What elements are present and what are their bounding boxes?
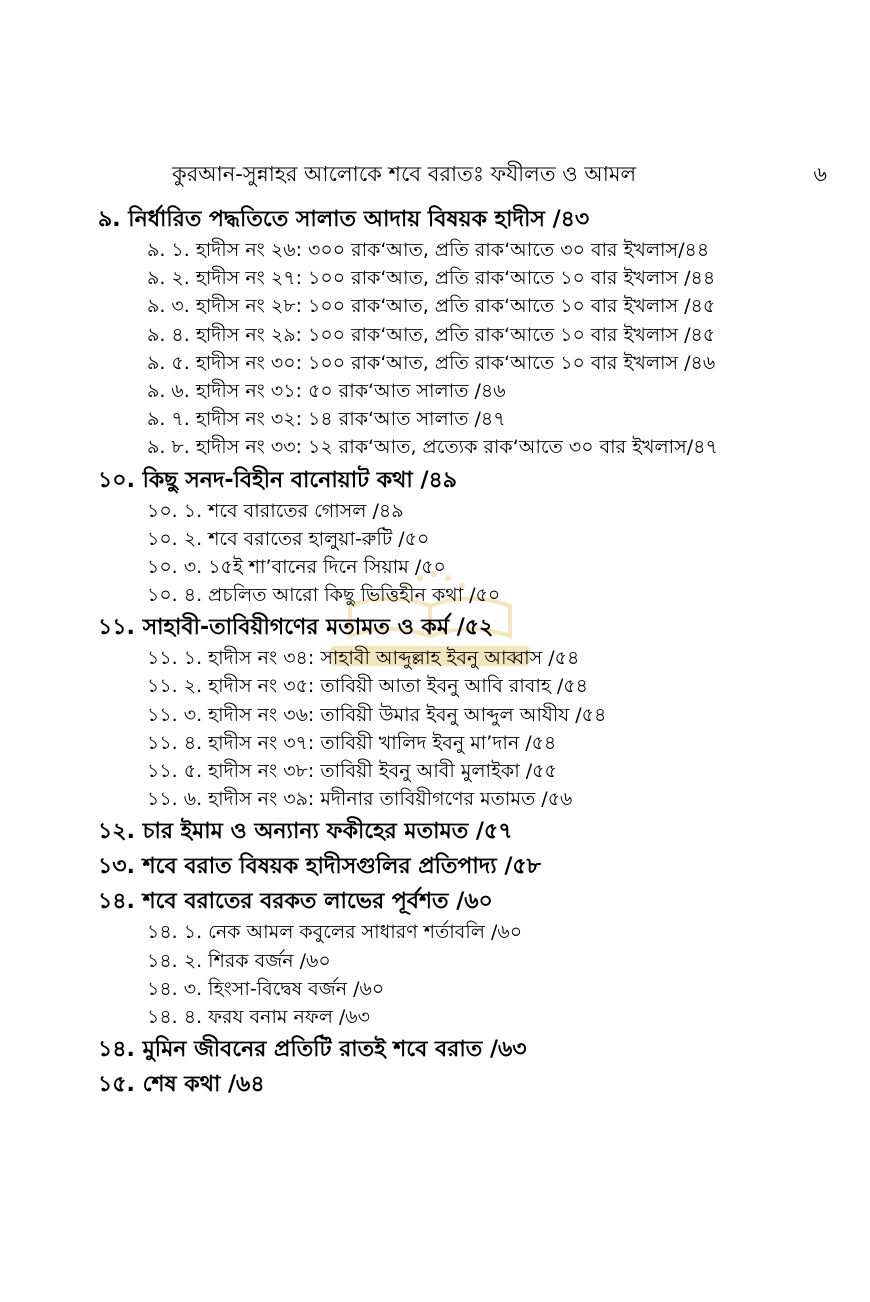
- sub-item-list: [98, 236, 838, 462]
- sub-item: ৯. ৭. হাদীস নং ৩২: ১৪ রাক‘আত সালাত /৪৭: [147, 408, 506, 431]
- toc-section-14: [98, 885, 838, 1031]
- section-heading: ১৪. শবে বরাতের বরকত লাভের পূর্বশত /৬০: [98, 889, 493, 915]
- page-number: ৬: [813, 162, 827, 186]
- sub-item-list: [98, 644, 838, 813]
- sub-item: ১১. ৫. হাদীস নং ৩৮: তাবিয়ী ইবনু আবী মুলাইকা /৫৫: [147, 760, 557, 782]
- sub-item: ৯. ৬. হাদীস নং ৩১: ৫০ রাক‘আত সালাত /৪৬: [147, 379, 506, 402]
- toc-section-10: [98, 464, 838, 610]
- sub-item: ১১. ৬. হাদীস নং ৩৯: মদীনার তাবিয়ীগণের মতামত /৫৬: [147, 788, 573, 811]
- section-heading: ১১. সাহাবী-তাবিয়ীগণের মতামত ও কর্ম /৫২: [98, 615, 494, 641]
- section-heading: ১৫. শেষ কথা /৬৪: [98, 1072, 265, 1098]
- section-heading: ১৪. মুমিন জীবনের প্রতিটি রাতই শবে বরাত /৬৩: [98, 1037, 527, 1063]
- sub-item: ১১. ১. হাদীস নং ৩৪: সাহাবী আব্দুল্লাহ ইবনু আব্বাস /৫৪: [147, 647, 580, 670]
- book-title: কুরআন-সুন্নাহর আলোকে শবে বরাতঃ ফযীলত ও আমল: [172, 162, 637, 186]
- sub-item: ৯. ১. হাদীস নং ২৬: ৩০০ রাক‘আত, প্রতি রাক‘আতে ৩০ বার ইখলাস/৪৪: [147, 239, 710, 261]
- sub-item: ১৪. ৩. হিংসা-বিদ্বেষ বর্জন /৬০: [147, 977, 385, 1000]
- toc-section-9: [98, 203, 838, 462]
- sub-item-list: [98, 918, 838, 1031]
- sub-item: ১০. ১. শবে বারাতের গোসল /৪৯: [147, 499, 404, 522]
- section-heading: ৯. নির্ধারিত পদ্ধতিতে সালাত আদায় বিষয়ক হাদীস /৪৩: [98, 207, 590, 232]
- sub-item: ১১. ৩. হাদীস নং ৩৬: তাবিয়ী উমার ইবনু আব্দুল আযীয /৫৪: [147, 703, 607, 726]
- sub-item: ১০. ৪. প্রচলিত আরো কিছু ভিত্তিহীন কথা /৫০: [147, 584, 501, 607]
- sub-item: ১৪. ১. নেক আমল কবুলের সাধারণ শর্তাবলি /৬০: [147, 921, 523, 944]
- sub-item: ৯. ৫. হাদীস নং ৩০: ১০০ রাক‘আত, প্রতি রাক‘আতে ১০ বার ইখলাস /৪৬: [147, 351, 716, 374]
- sub-item: ৯. ৮. হাদীস নং ৩৩: ১২ রাক‘আত, প্রত্যেক রাক‘আতে ৩০ বার ইখলাস/৪৭: [147, 436, 718, 459]
- toc-section-14b: [98, 1033, 838, 1066]
- sub-item: ১৪. ৪. ফরয বনাম নফল /৬৩: [147, 1005, 371, 1028]
- sub-item: ১১. ৪. হাদীস নং ৩৭: তাবিয়ী খালিদ ইবনু মা’দান /৫৪: [147, 731, 557, 754]
- toc-section-15: [98, 1068, 838, 1101]
- running-header: [0, 158, 870, 188]
- sub-item-list: [98, 497, 838, 610]
- table-of-contents: [98, 203, 838, 1101]
- sub-item: ৯. ৪. হাদীস নং ২৯: ১০০ রাক‘আত, প্রতি রাক‘আতে ১০ বার ইখলাস /৪৫: [147, 323, 716, 346]
- sub-item: ১০. ৩. ১৫ই শা’বানের দিনে সিয়াম /৫০: [147, 555, 446, 578]
- section-heading: ১৩. শবে বরাত বিষয়ক হাদীসগুলির প্রতিপাদ্য /৫৮: [98, 854, 541, 880]
- toc-section-11: [98, 611, 838, 813]
- toc-section-12: [98, 815, 838, 848]
- sub-item: ১৪. ২. শিরক বর্জন /৬০: [147, 949, 331, 972]
- section-heading: ১২. চার ইমাম ও অন্যান্য ফকীহের মতামত /৫৭: [98, 819, 513, 845]
- toc-section-13: [98, 850, 838, 883]
- sub-item: ১১. ২. হাদীস নং ৩৫: তাবিয়ী আতা ইবনু আবি রাবাহ /৫৪: [147, 675, 588, 698]
- sub-item: ৯. ৩. হাদীস নং ২৮: ১০০ রাক‘আত, প্রতি রাক‘আতে ১০ বার ইখলাস /৪৫: [147, 295, 716, 318]
- sub-item: ৯. ২. হাদীস নং ২৭: ১০০ রাক‘আত, প্রতি রাক‘আতে ১০ বার ইখলাস /৪৪: [147, 267, 716, 290]
- sub-item: ১০. ২. শবে বরাতের হালুয়া-রুটি /৫০: [147, 527, 430, 550]
- section-heading: ১০. কিছু সনদ-বিহীন বানোয়াট কথা /৪৯: [98, 467, 458, 493]
